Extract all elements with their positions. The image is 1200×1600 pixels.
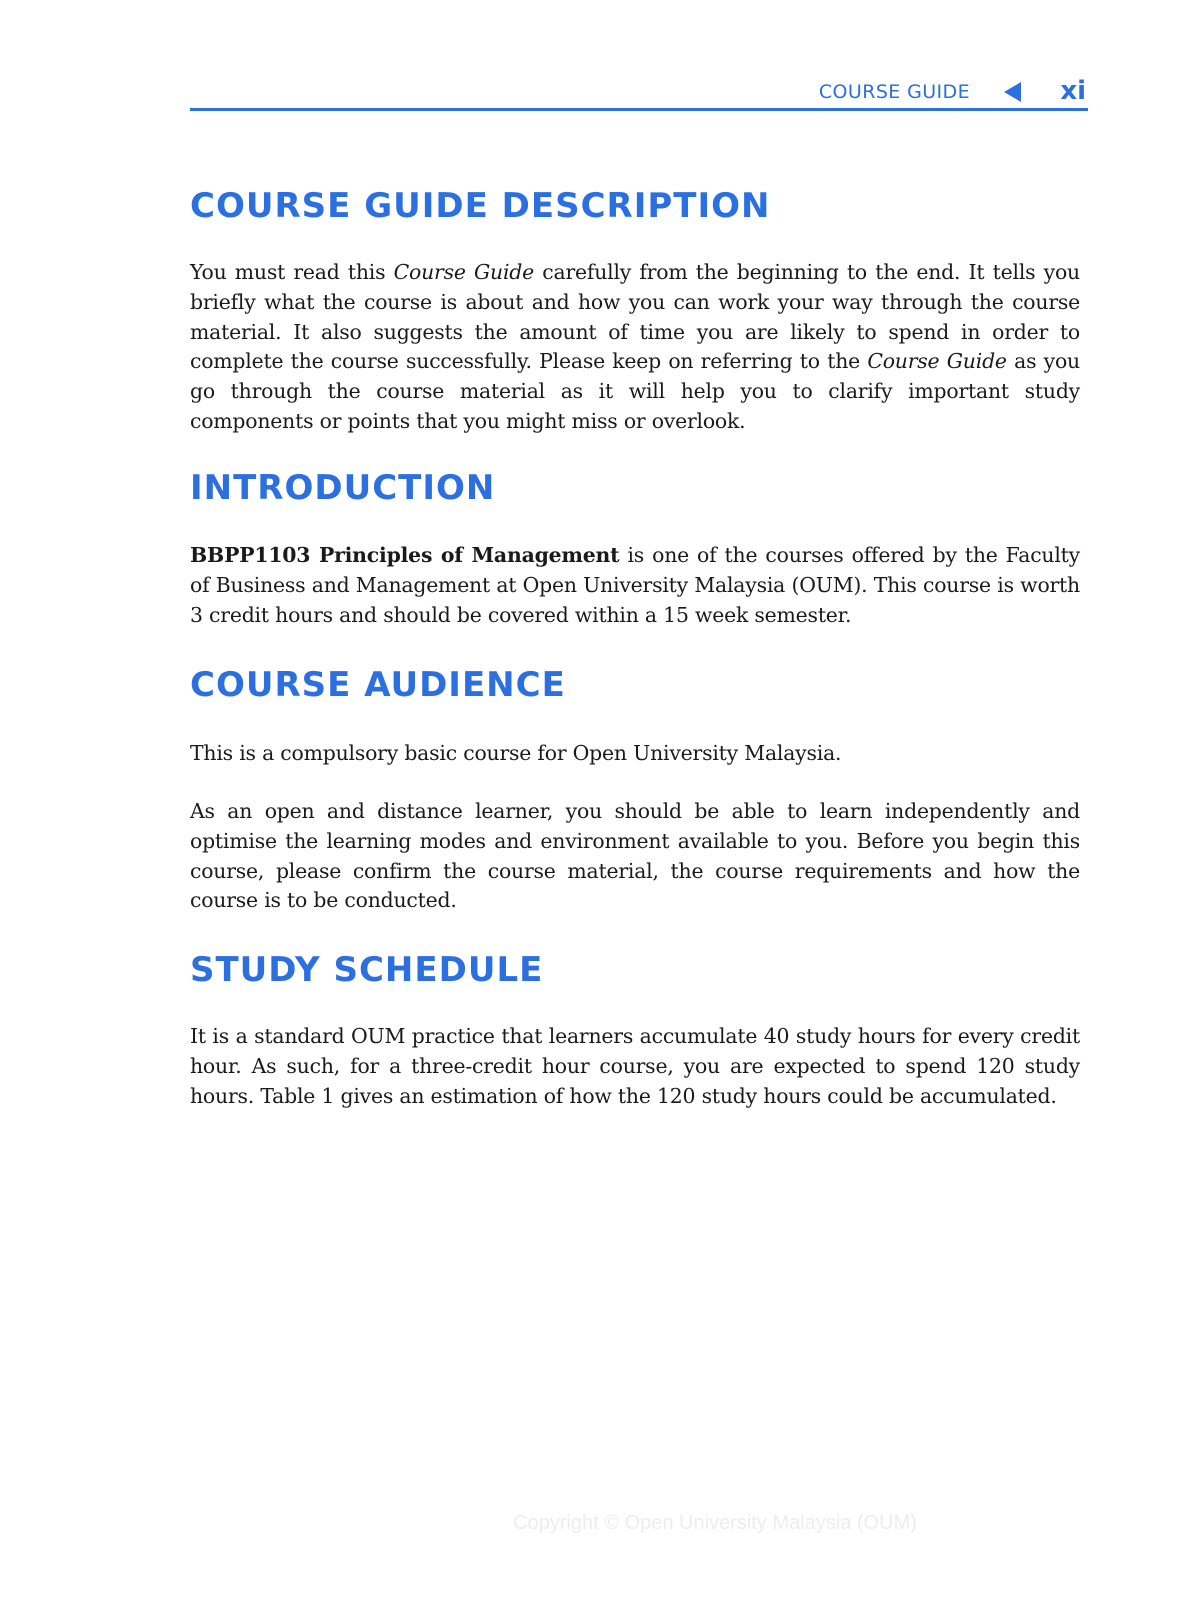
italic-course-guide: Course Guide (867, 349, 1007, 374)
audience-paragraph-1: This is a compulsory basic course for Open University Malaysia. (190, 741, 842, 765)
description-paragraph (190, 258, 1080, 437)
schedule-paragraph: It is a standard OUM practice that learners accumulate 40 study hours for every credit hour. As such, for a three-credit hour course, you are expected to spend 120 study hours. Table 1 gives an estimation of how the 120 study hours could be accumulated. (190, 1024, 1080, 1108)
left-triangle-icon (1004, 82, 1021, 102)
copyright-watermark: Copyright © Open University Malaysia (OUM) (513, 1512, 917, 1534)
course-code-title: BBPP1103 Principles of Management (190, 543, 620, 567)
audience-paragraph-2: As an open and distance learner, you should be able to learn independently and optimise the learning modes and environment available to you. Before you begin this course, please confirm the course material, the course requirements and how the course is to be conducted. (190, 799, 1080, 913)
section-heading-course-audience: COURSE AUDIENCE (190, 665, 566, 705)
introduction-paragraph (190, 541, 1080, 630)
section-heading-course-guide-description: COURSE GUIDE DESCRIPTION (190, 186, 771, 226)
text-run: You must read this (190, 260, 394, 284)
running-title: COURSE GUIDE (818, 81, 970, 103)
text-run: carefully from the beginning to the end. It tells you briefly what the course is about and how you can work your way through the course material. It also suggests the amount of time you are likely to spend in order to complete the course successfully. Please keep on referring to the (190, 260, 1080, 374)
section-heading-study-schedule: STUDY SCHEDULE (190, 950, 544, 990)
running-header (190, 78, 1088, 111)
section-heading-introduction: INTRODUCTION (190, 468, 496, 508)
text-run: is one of the courses offered by the Faculty of Business and Management at Open University Malaysia (OUM). This course is worth 3 credit hours and should be covered within a 15 week semester. (190, 543, 1080, 627)
italic-course-guide: Course Guide (393, 260, 535, 284)
text-run: as you go through the course material as it will help you to clarify important study components or points that you might miss or overlook. (190, 349, 1080, 433)
page-number: xi (1060, 76, 1086, 106)
